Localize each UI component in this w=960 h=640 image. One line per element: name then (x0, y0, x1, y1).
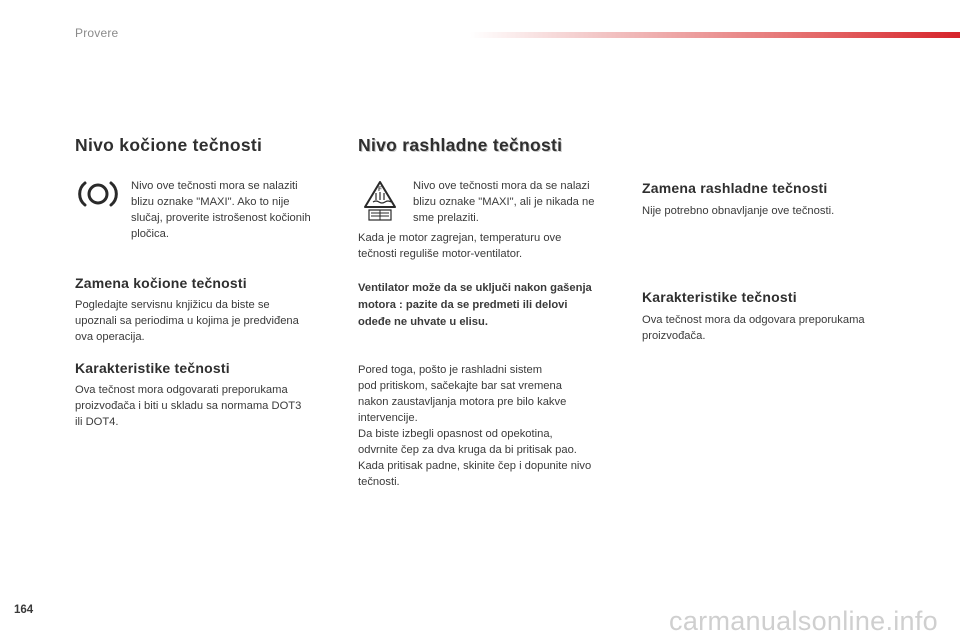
text-line: proizvođača i biti u skladu sa normama DOT3 (75, 400, 302, 412)
text-line: upoznali sa periodima u kojima je predviđena (75, 315, 299, 327)
text-line: ili DOT4. (75, 416, 119, 428)
text-line: Pogledajte servisnu knjižicu da biste se (75, 299, 270, 311)
hot-coolant-warning-icon (362, 180, 398, 222)
text-line: Pored toga, pošto je rashladni sistem (358, 364, 543, 376)
coolant-temperature-text (358, 230, 628, 262)
coolant-level-text (413, 178, 628, 226)
brake-specs-title: Karakteristike tečnosti (75, 360, 230, 376)
coolant-replace-title: Zamena rashladne tečnosti (642, 180, 828, 196)
header-accent-bar (470, 32, 960, 38)
text-line: sme prelaziti. (413, 212, 479, 224)
text-line: intervencije. (358, 412, 418, 424)
text-line: blizu oznake "MAXI". Ako to nije (131, 196, 290, 208)
text-line: Ova tečnost mora da odgovara preporukama (642, 314, 865, 326)
text-line: Nivo ove tečnosti mora se nalaziti (131, 180, 298, 192)
coolant-specs-title: Karakteristike tečnosti (642, 289, 797, 305)
text-line: tečnosti reguliše motor-ventilator. (358, 248, 523, 260)
brake-fluid-title: Nivo kočione tečnosti (75, 135, 263, 155)
brake-specs-text (75, 382, 345, 430)
text-line: pod pritiskom, sačekajte bar sat vremena (358, 380, 562, 392)
page-number: 164 (14, 604, 34, 616)
text-line: nakon zaustavljanja motora pre bilo kakve (358, 396, 567, 408)
watermark: carmanualsonline.info (669, 606, 938, 636)
text-line: proizvođača. (642, 330, 706, 342)
text-line: Nivo ove tečnosti mora da se nalazi (413, 180, 590, 192)
svg-text:F: F (378, 187, 382, 193)
section-title: Provere (75, 26, 119, 40)
text-line: odeđe ne uhvate u elisu. (358, 316, 488, 328)
brake-replace-title: Zamena kočione tečnosti (75, 275, 247, 291)
brake-warning-icon (77, 180, 119, 208)
text-line: Ventilator može da se uključi nakon gašenja (358, 282, 592, 294)
text-line: ova operacija. (75, 331, 145, 343)
text-line: Kada je motor zagrejan, temperaturu ove (358, 232, 562, 244)
text-line: blizu oznake "MAXI", ali je nikada ne (413, 196, 595, 208)
text-line: motora : pazite da se predmeti ili delovi (358, 299, 568, 311)
text-line: Ova tečnost mora odgovarati preporukama (75, 384, 288, 396)
coolant-replace-text: Nije potrebno obnavljanje ove tečnosti. (642, 205, 835, 217)
text-line: Da biste izbegli opasnost od opekotina, (358, 428, 553, 440)
fan-warning-text (358, 280, 633, 331)
coolant-level-title: Nivo rashladne tečnosti (358, 135, 563, 155)
brake-replace-text (75, 297, 345, 345)
pressure-instructions-text (358, 362, 633, 490)
text-line: slučaj, proverite istrošenost kočionih (131, 212, 311, 224)
text-line: Kada pritisak padne, skinite čep i dopunite nivo (358, 460, 592, 472)
coolant-specs-text (642, 312, 922, 344)
text-line: tečnosti. (358, 476, 400, 488)
brake-level-text (131, 178, 336, 242)
text-line: pločica. (131, 228, 169, 240)
text-line: odvrnite čep za dva kruga da bi pritisak pao. (358, 444, 577, 456)
